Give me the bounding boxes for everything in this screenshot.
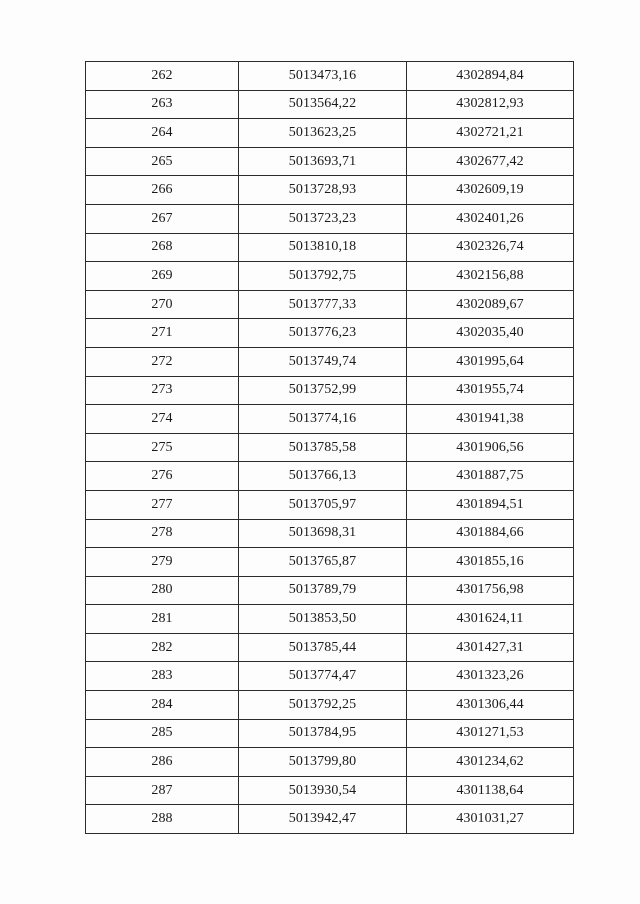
x-coordinate-cell: 5013774,16 bbox=[239, 405, 407, 434]
y-coordinate-cell: 4301995,64 bbox=[407, 347, 574, 376]
point-number-cell: 286 bbox=[86, 748, 239, 777]
y-coordinate-cell: 4301427,31 bbox=[407, 633, 574, 662]
table-row bbox=[86, 62, 574, 91]
table-row bbox=[86, 176, 574, 205]
table-row bbox=[86, 691, 574, 720]
point-number-cell: 281 bbox=[86, 605, 239, 634]
x-coordinate-cell: 5013930,54 bbox=[239, 776, 407, 805]
table-row bbox=[86, 519, 574, 548]
y-coordinate-cell: 4302401,26 bbox=[407, 204, 574, 233]
x-coordinate-cell: 5013792,75 bbox=[239, 262, 407, 291]
y-coordinate-cell: 4301887,75 bbox=[407, 462, 574, 491]
x-coordinate-cell: 5013473,16 bbox=[239, 62, 407, 91]
y-coordinate-cell: 4302156,88 bbox=[407, 262, 574, 291]
table-row bbox=[86, 462, 574, 491]
table-row bbox=[86, 776, 574, 805]
x-coordinate-cell: 5013623,25 bbox=[239, 119, 407, 148]
y-coordinate-cell: 4302721,21 bbox=[407, 119, 574, 148]
point-number-cell: 280 bbox=[86, 576, 239, 605]
y-coordinate-cell: 4301941,38 bbox=[407, 405, 574, 434]
x-coordinate-cell: 5013749,74 bbox=[239, 347, 407, 376]
y-coordinate-cell: 4301323,26 bbox=[407, 662, 574, 691]
table-row bbox=[86, 805, 574, 834]
table-row bbox=[86, 605, 574, 634]
x-coordinate-cell: 5013777,33 bbox=[239, 290, 407, 319]
x-coordinate-cell: 5013789,79 bbox=[239, 576, 407, 605]
y-coordinate-cell: 4301031,27 bbox=[407, 805, 574, 834]
x-coordinate-cell: 5013705,97 bbox=[239, 490, 407, 519]
table-row bbox=[86, 147, 574, 176]
x-coordinate-cell: 5013785,58 bbox=[239, 433, 407, 462]
x-coordinate-cell: 5013693,71 bbox=[239, 147, 407, 176]
point-number-cell: 273 bbox=[86, 376, 239, 405]
table-row bbox=[86, 719, 574, 748]
y-coordinate-cell: 4301906,56 bbox=[407, 433, 574, 462]
table-row bbox=[86, 548, 574, 577]
table-row bbox=[86, 290, 574, 319]
x-coordinate-cell: 5013785,44 bbox=[239, 633, 407, 662]
point-number-cell: 278 bbox=[86, 519, 239, 548]
y-coordinate-cell: 4301855,16 bbox=[407, 548, 574, 577]
point-number-cell: 264 bbox=[86, 119, 239, 148]
y-coordinate-cell: 4301306,44 bbox=[407, 691, 574, 720]
y-coordinate-cell: 4302609,19 bbox=[407, 176, 574, 205]
point-number-cell: 275 bbox=[86, 433, 239, 462]
x-coordinate-cell: 5013776,23 bbox=[239, 319, 407, 348]
table-row bbox=[86, 233, 574, 262]
point-number-cell: 272 bbox=[86, 347, 239, 376]
point-number-cell: 267 bbox=[86, 204, 239, 233]
table-row bbox=[86, 119, 574, 148]
point-number-cell: 287 bbox=[86, 776, 239, 805]
point-number-cell: 274 bbox=[86, 405, 239, 434]
point-number-cell: 268 bbox=[86, 233, 239, 262]
y-coordinate-cell: 4301756,98 bbox=[407, 576, 574, 605]
table-row bbox=[86, 90, 574, 119]
y-coordinate-cell: 4301884,66 bbox=[407, 519, 574, 548]
table-row bbox=[86, 405, 574, 434]
y-coordinate-cell: 4302035,40 bbox=[407, 319, 574, 348]
x-coordinate-cell: 5013810,18 bbox=[239, 233, 407, 262]
table-row bbox=[86, 633, 574, 662]
y-coordinate-cell: 4302812,93 bbox=[407, 90, 574, 119]
x-coordinate-cell: 5013728,93 bbox=[239, 176, 407, 205]
point-number-cell: 282 bbox=[86, 633, 239, 662]
point-number-cell: 276 bbox=[86, 462, 239, 491]
table-row bbox=[86, 490, 574, 519]
table-row bbox=[86, 662, 574, 691]
point-number-cell: 265 bbox=[86, 147, 239, 176]
x-coordinate-cell: 5013853,50 bbox=[239, 605, 407, 634]
point-number-cell: 269 bbox=[86, 262, 239, 291]
y-coordinate-cell: 4301271,53 bbox=[407, 719, 574, 748]
x-coordinate-cell: 5013799,80 bbox=[239, 748, 407, 777]
point-number-cell: 263 bbox=[86, 90, 239, 119]
point-number-cell: 271 bbox=[86, 319, 239, 348]
table-row bbox=[86, 433, 574, 462]
table-row bbox=[86, 748, 574, 777]
y-coordinate-cell: 4301894,51 bbox=[407, 490, 574, 519]
y-coordinate-cell: 4302089,67 bbox=[407, 290, 574, 319]
y-coordinate-cell: 4302894,84 bbox=[407, 62, 574, 91]
x-coordinate-cell: 5013942,47 bbox=[239, 805, 407, 834]
point-number-cell: 284 bbox=[86, 691, 239, 720]
table-row bbox=[86, 204, 574, 233]
x-coordinate-cell: 5013792,25 bbox=[239, 691, 407, 720]
point-number-cell: 283 bbox=[86, 662, 239, 691]
x-coordinate-cell: 5013752,99 bbox=[239, 376, 407, 405]
y-coordinate-cell: 4302326,74 bbox=[407, 233, 574, 262]
y-coordinate-cell: 4301234,62 bbox=[407, 748, 574, 777]
table-row bbox=[86, 576, 574, 605]
coordinates-table-body bbox=[86, 62, 574, 834]
point-number-cell: 266 bbox=[86, 176, 239, 205]
table-row bbox=[86, 319, 574, 348]
x-coordinate-cell: 5013765,87 bbox=[239, 548, 407, 577]
x-coordinate-cell: 5013784,95 bbox=[239, 719, 407, 748]
x-coordinate-cell: 5013723,23 bbox=[239, 204, 407, 233]
y-coordinate-cell: 4302677,42 bbox=[407, 147, 574, 176]
y-coordinate-cell: 4301955,74 bbox=[407, 376, 574, 405]
point-number-cell: 288 bbox=[86, 805, 239, 834]
coordinates-table bbox=[85, 61, 574, 834]
table-row bbox=[86, 347, 574, 376]
point-number-cell: 270 bbox=[86, 290, 239, 319]
point-number-cell: 279 bbox=[86, 548, 239, 577]
x-coordinate-cell: 5013766,13 bbox=[239, 462, 407, 491]
point-number-cell: 277 bbox=[86, 490, 239, 519]
y-coordinate-cell: 4301138,64 bbox=[407, 776, 574, 805]
x-coordinate-cell: 5013564,22 bbox=[239, 90, 407, 119]
table-row bbox=[86, 376, 574, 405]
y-coordinate-cell: 4301624,11 bbox=[407, 605, 574, 634]
point-number-cell: 285 bbox=[86, 719, 239, 748]
point-number-cell: 262 bbox=[86, 62, 239, 91]
x-coordinate-cell: 5013774,47 bbox=[239, 662, 407, 691]
x-coordinate-cell: 5013698,31 bbox=[239, 519, 407, 548]
table-row bbox=[86, 262, 574, 291]
